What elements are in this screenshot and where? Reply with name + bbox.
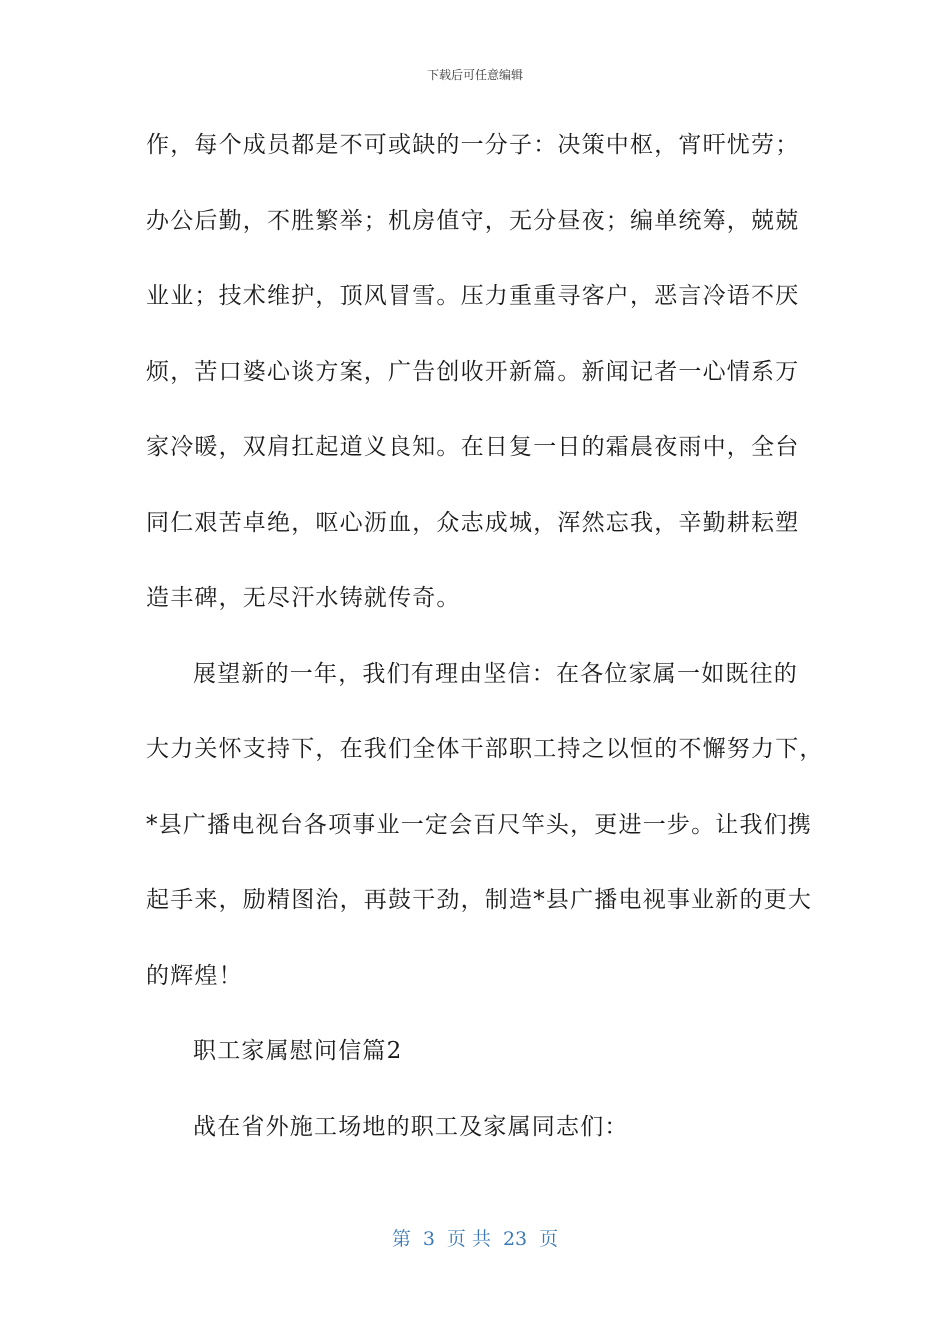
body-line-1: 作，每个成员都是不可或缺的一分子：决策中枢，宵旰忧劳； xyxy=(146,132,800,158)
body-line-12: 的辉煌！ xyxy=(146,962,243,989)
document-body xyxy=(146,122,824,1179)
body-line-9: 大力关怀支持下，在我们全体干部职工持之以恒的不懈努力下， xyxy=(146,736,824,762)
body-line-3: 业业；技术维护，顶风冒雪。压力重重寻客户，恶言冷语不厌 xyxy=(146,283,800,309)
header-text: 下载后可任意编辑 xyxy=(426,68,523,82)
footer-prefix: 第 xyxy=(391,1228,411,1250)
page-footer xyxy=(0,1224,950,1251)
body-line-4: 烦，苦口婆心谈方案，广告创收开新篇。新闻记者一心情系万 xyxy=(146,358,800,385)
body-line-10: *县广播电视台各项事业一定会百尺竿头，更进一步。让我们携 xyxy=(146,811,813,838)
body-line-8: 展望新的一年，我们有理由坚信：在各位家属一如既往的 xyxy=(193,660,798,687)
footer-middle: 页 共 xyxy=(446,1228,491,1250)
footer-page-number: 3 xyxy=(422,1228,435,1250)
salutation-line: 战在省外施工场地的职工及家属同志们： xyxy=(193,1113,629,1140)
body-line-5: 家冷暖，双肩扛起道义良知。在日复一日的霜晨夜雨中，全台 xyxy=(146,434,800,460)
body-line-2: 办公后勤，不胜繁举；机房值守，无分昼夜；编单统筹，兢兢 xyxy=(146,207,800,234)
page-header xyxy=(0,66,950,83)
footer-total-pages: 23 xyxy=(502,1228,528,1250)
body-line-7: 造丰碑，无尽汗水铸就传奇。 xyxy=(146,585,461,611)
body-line-11: 起手来，励精图治，再鼓干劲，制造*县广播电视事业新的更大 xyxy=(146,887,813,913)
section-heading: 职工家属慰问信篇2 xyxy=(193,1038,403,1064)
body-line-6: 同仁艰苦卓绝，呕心沥血，众志成城，浑然忘我，辛勤耕耘塑 xyxy=(146,509,800,536)
footer-suffix: 页 xyxy=(539,1228,559,1250)
